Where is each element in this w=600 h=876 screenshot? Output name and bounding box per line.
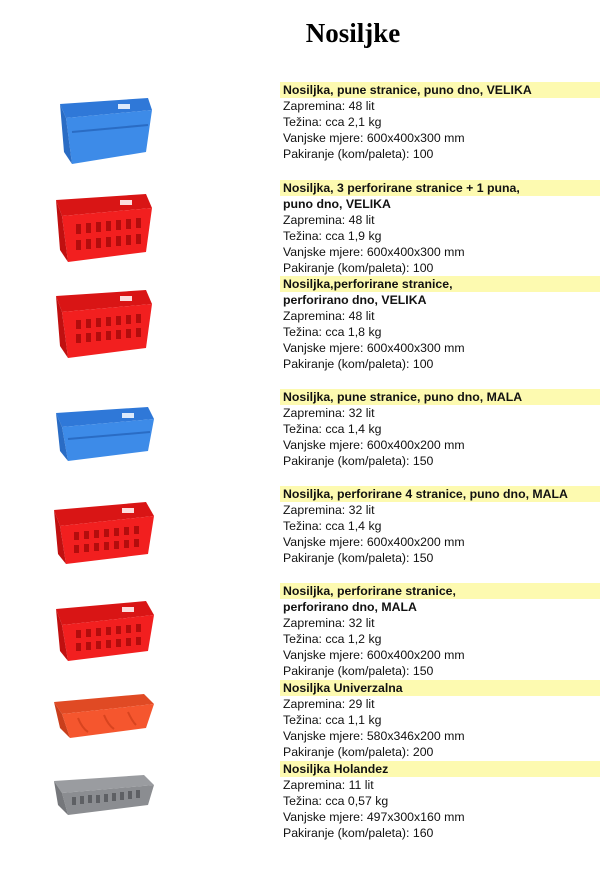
spec-volume: Zapremina: 32 lit xyxy=(283,503,375,517)
product-name: Nosiljka Holandez xyxy=(280,761,600,777)
spec-volume: Zapremina: 11 lit xyxy=(283,778,374,792)
product-name-continued: puno dno, VELIKA xyxy=(283,197,391,211)
spec-packaging: Pakiranje (kom/paleta): 100 xyxy=(283,261,434,275)
product-name: Nosiljka Univerzalna xyxy=(280,680,600,696)
spec-dimensions: Vanjske mjere: 497x300x160 mm xyxy=(283,810,465,824)
spec-weight: Težina: cca 1,4 kg xyxy=(283,519,382,533)
spec-packaging: Pakiranje (kom/paleta): 150 xyxy=(283,551,434,565)
spec-weight: Težina: cca 1,9 kg xyxy=(283,229,382,243)
spec-packaging: Pakiranje (kom/paleta): 150 xyxy=(283,454,434,468)
red-perforated-crate-icon xyxy=(48,188,160,266)
spec-weight: Težina: cca 1,1 kg xyxy=(283,713,382,727)
spec-volume: Zapremina: 48 lit xyxy=(283,309,375,323)
spec-dimensions: Vanjske mjere: 600x400x300 mm xyxy=(283,341,465,355)
spec-weight: Težina: cca 1,2 kg xyxy=(283,632,382,646)
spec-packaging: Pakiranje (kom/paleta): 150 xyxy=(283,664,434,678)
product-name: Nosiljka,perforirane stranice, xyxy=(280,276,600,292)
product-name-continued: perforirano dno, MALA xyxy=(283,600,417,614)
gray-holandez-crate-icon xyxy=(48,769,160,821)
spec-packaging: Pakiranje (kom/paleta): 200 xyxy=(283,745,434,759)
product-name-continued: perforirano dno, VELIKA xyxy=(283,293,427,307)
red-perforated-crate-icon xyxy=(48,595,160,665)
spec-volume: Zapremina: 48 lit xyxy=(283,99,375,113)
spec-weight: Težina: cca 1,8 kg xyxy=(283,325,382,339)
spec-dimensions: Vanjske mjere: 600x400x300 mm xyxy=(283,131,465,145)
product-name: Nosiljka, perforirane stranice, xyxy=(280,583,600,599)
red-perforated-crate-icon xyxy=(48,284,160,362)
spec-volume: Zapremina: 29 lit xyxy=(283,697,375,711)
spec-weight: Težina: cca 2,1 kg xyxy=(283,115,382,129)
spec-weight: Težina: cca 0,57 kg xyxy=(283,794,389,808)
spec-packaging: Pakiranje (kom/paleta): 160 xyxy=(283,826,434,840)
spec-dimensions: Vanjske mjere: 600x400x200 mm xyxy=(283,535,465,549)
spec-dimensions: Vanjske mjere: 600x400x200 mm xyxy=(283,648,465,662)
product-name: Nosiljka, pune stranice, puno dno, MALA xyxy=(280,389,600,405)
blue-solid-crate-icon xyxy=(48,92,160,167)
spec-volume: Zapremina: 32 lit xyxy=(283,616,375,630)
product-name: Nosiljka, perforirane 4 stranice, puno dno, MALA xyxy=(280,486,600,502)
spec-volume: Zapremina: 32 lit xyxy=(283,406,375,420)
spec-dimensions: Vanjske mjere: 580x346x200 mm xyxy=(283,729,465,743)
product-name: Nosiljka, pune stranice, puno dno, VELIKA xyxy=(280,82,600,98)
product-name: Nosiljka, 3 perforirane stranice + 1 puna, xyxy=(280,180,600,196)
orange-tray-crate-icon xyxy=(48,688,160,742)
spec-volume: Zapremina: 48 lit xyxy=(283,213,375,227)
page-title: Nosiljke xyxy=(305,18,401,48)
spec-dimensions: Vanjske mjere: 600x400x300 mm xyxy=(283,245,465,259)
spec-packaging: Pakiranje (kom/paleta): 100 xyxy=(283,147,434,161)
red-perforated-crate-icon xyxy=(48,496,160,568)
spec-packaging: Pakiranje (kom/paleta): 100 xyxy=(283,357,434,371)
spec-weight: Težina: cca 1,4 kg xyxy=(283,422,382,436)
blue-solid-crate-icon xyxy=(48,401,160,467)
spec-dimensions: Vanjske mjere: 600x400x200 mm xyxy=(283,438,465,452)
